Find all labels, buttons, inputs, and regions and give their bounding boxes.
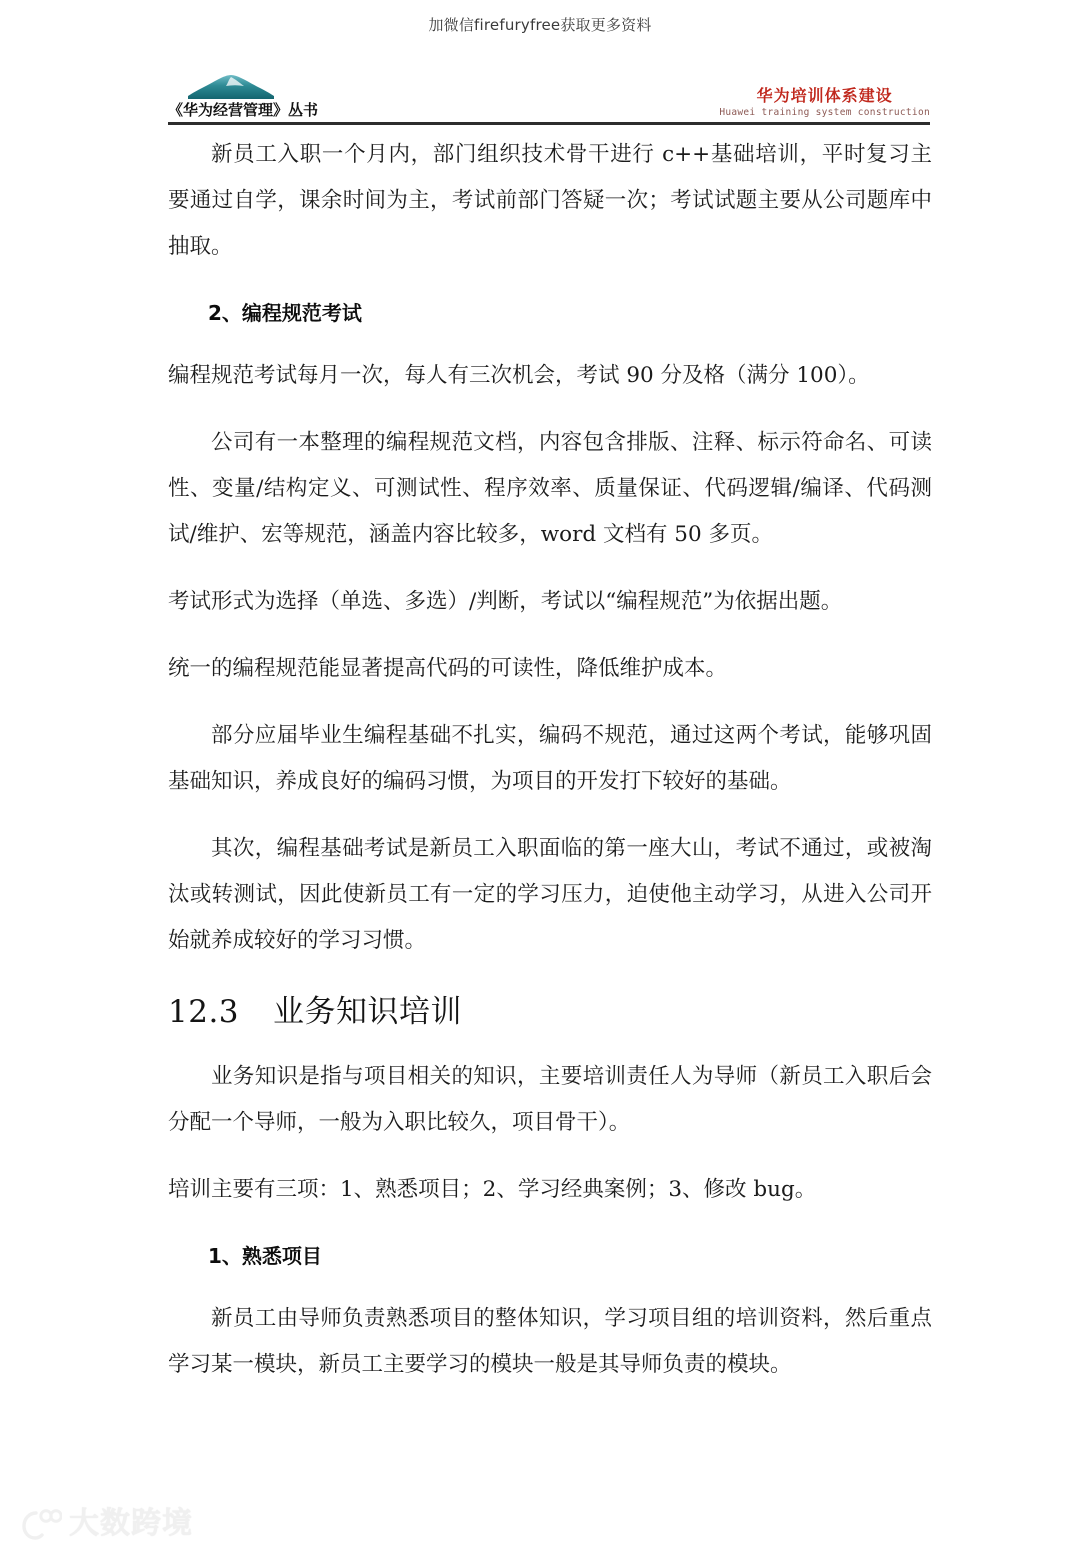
paragraph-coding-standard-document: 公司有一本整理的编程规范文档，内容包含排版、注释、标示符命名、可读性、变量/结构定义、可测试性、程序效率、质量保证、代码逻辑/编译、代码测试/维护、宏等规范，涵盖内容比较多，word 文档有 50 多页。	[168, 430, 932, 547]
header-right-block	[719, 86, 930, 120]
document-body	[168, 132, 932, 1409]
page-header	[168, 62, 930, 124]
header-brand-block	[168, 73, 318, 120]
paragraph-business-knowledge-definition: 业务知识是指与项目相关的知识，主要培训责任人为导师（新员工入职后会分配一个导师，一般为入职比较久，项目骨干）。	[168, 1064, 932, 1135]
paragraph-unified-standard-benefit: 统一的编程规范能显著提高代码的可读性，降低维护成本。	[168, 656, 728, 681]
header-title-en: Huawei training system construction	[719, 107, 930, 118]
watermark	[22, 1507, 193, 1541]
subheading-coding-standard-exam: 2、编程规范考试	[208, 301, 362, 325]
paragraph-first-mountain: 其次，编程基础考试是新员工入职面临的第一座大山，考试不通过，或被淘汰或转测试，因此使新员工有一定的学习压力，迫使他主动学习，从进入公司开始就养成较好的学习习惯。	[168, 836, 932, 953]
section-number: 12.3	[168, 994, 240, 1030]
paragraph-exam-frequency: 编程规范考试每月一次，每人有三次机会，考试 90 分及格（满分 100）。	[168, 363, 870, 388]
top-banner-text: 加微信firefuryfree获取更多资料	[428, 16, 652, 34]
header-title-cn: 华为培训体系建设	[756, 86, 893, 105]
dashukuajing-logo-icon	[22, 1507, 62, 1541]
header-divider-rule	[168, 122, 930, 125]
brand-series-title: 《华为经营管理》丛书	[168, 101, 319, 119]
watermark-label: 大数跨境	[69, 1506, 193, 1541]
paragraph-exam-format: 考试形式为选择（单选、多选）/判断，考试以“编程规范”为依据出题。	[168, 589, 843, 614]
paragraph-three-training-items: 培训主要有三项：1、熟悉项目；2、学习经典案例；3、修改 bug。	[168, 1177, 817, 1202]
paragraph-new-employee-cpp-training: 新员工入职一个月内，部门组织技术骨干进行 c++基础培训，平时复习主要通过自学，课余时间为主，考试前部门答疑一次；考试试题主要从公司题库中抽取。	[168, 142, 932, 259]
paragraph-mentor-responsibility: 新员工由导师负责熟悉项目的整体知识，学习项目组的培训资料，然后重点学习某一模块，新员工主要学习的模块一般是其导师负责的模块。	[168, 1306, 932, 1377]
section-heading-business-knowledge-training	[168, 986, 932, 1038]
paragraph-graduates-foundation: 部分应届毕业生编程基础不扎实，编码不规范，通过这两个考试，能够巩固基础知识，养成良好的编码习惯，为项目的开发打下较好的基础。	[168, 723, 932, 794]
mountain-logo-icon	[178, 73, 264, 99]
subheading-familiar-with-project: 1、熟悉项目	[208, 1244, 322, 1268]
section-title: 业务知识培训	[273, 994, 463, 1030]
